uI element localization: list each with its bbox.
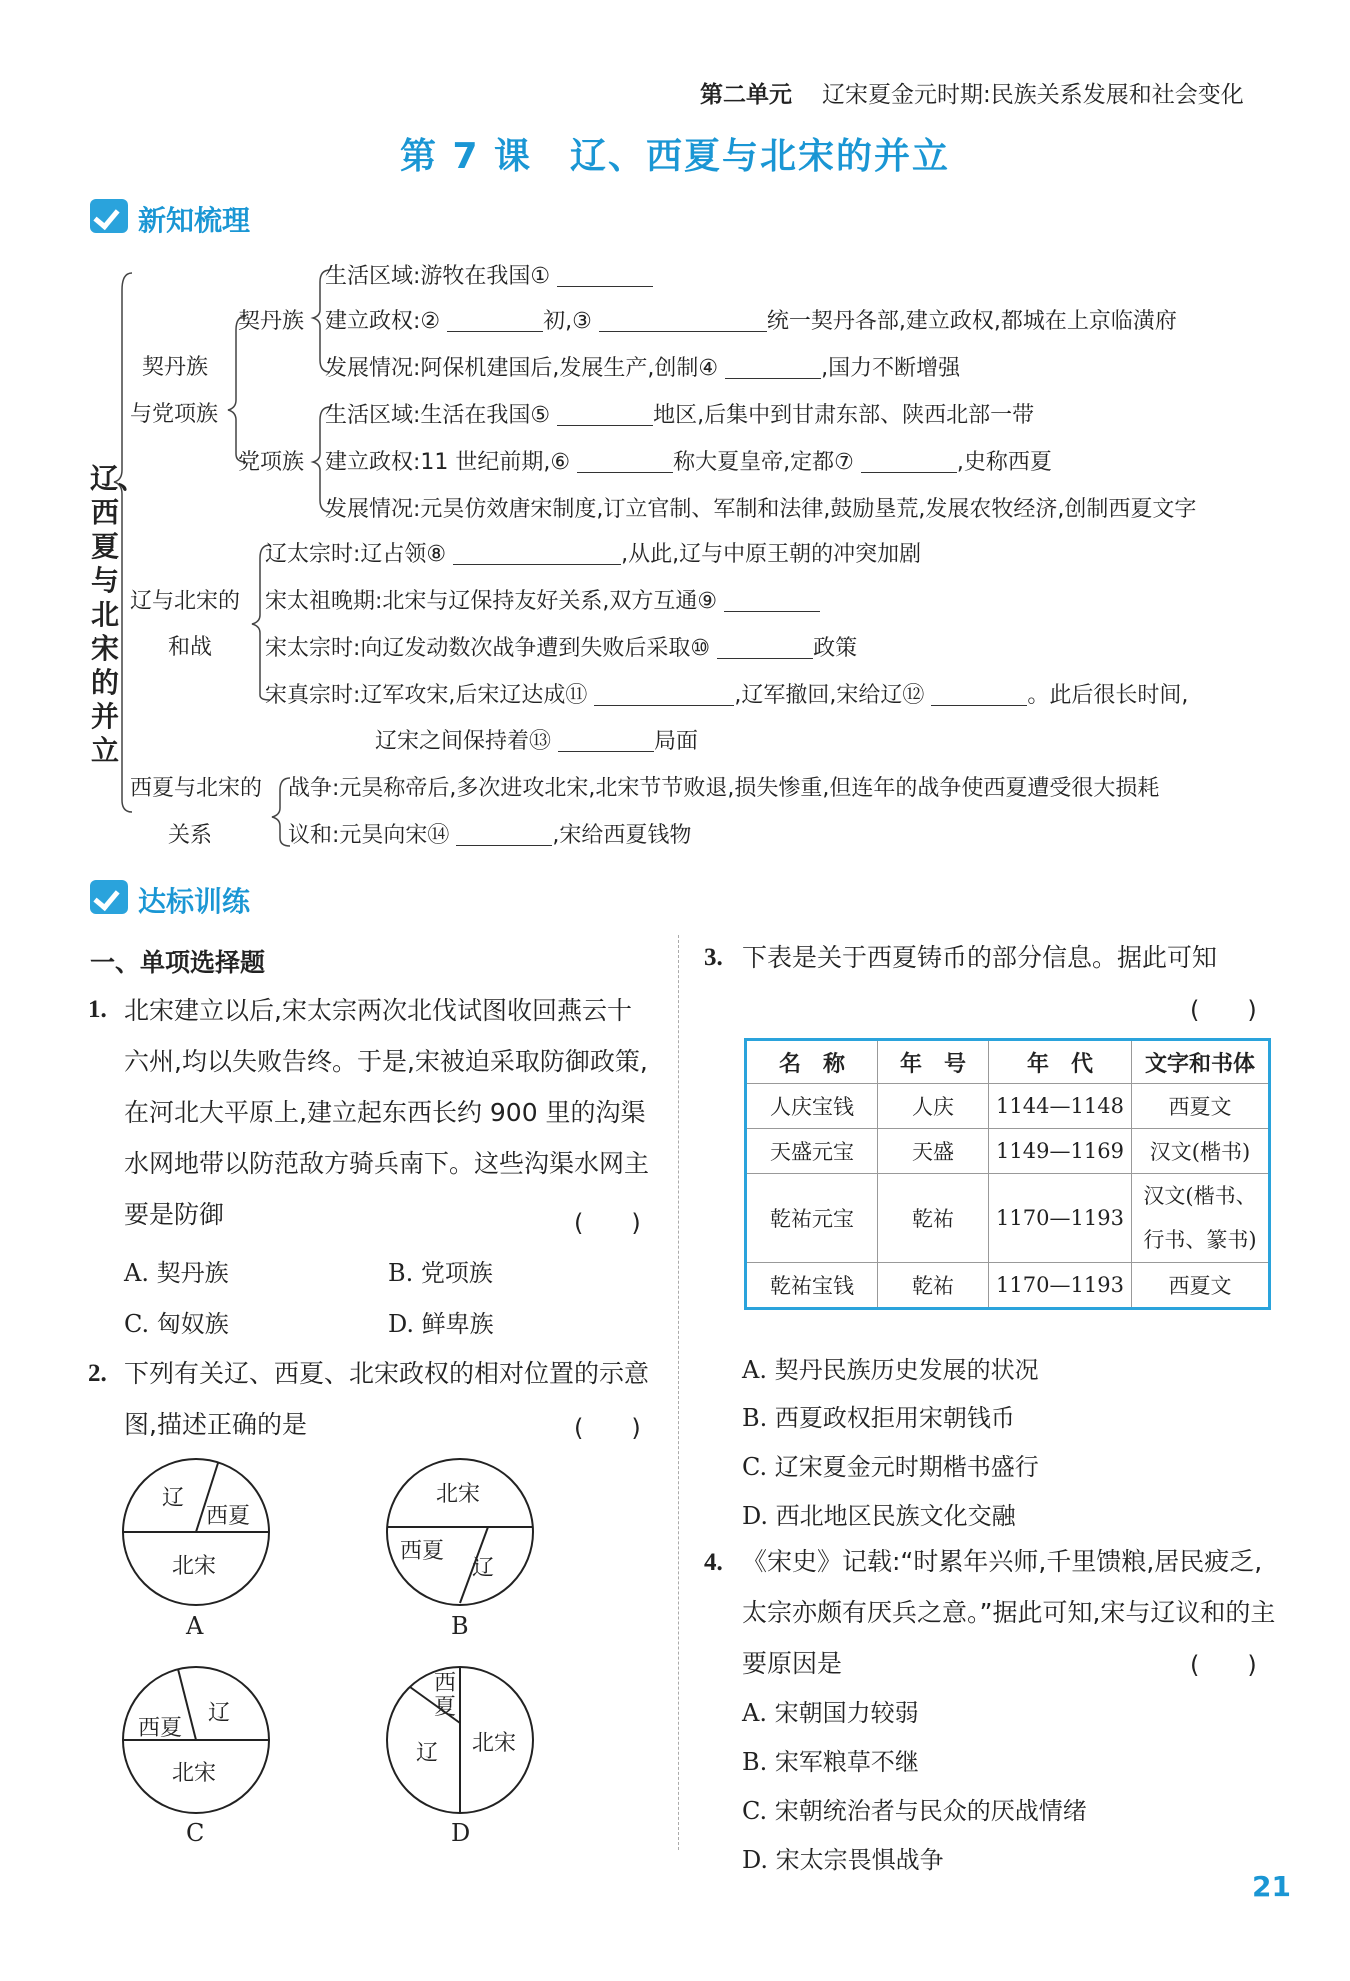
option[interactable]: A. 契丹族 (124, 1259, 229, 1287)
branch1-label-1: 契丹族 (142, 355, 209, 380)
column-header: 年 代 (989, 1040, 1132, 1084)
option[interactable]: A. 宋朝国力较弱 (742, 1699, 919, 1727)
question-number: 4. (704, 1549, 723, 1576)
option[interactable]: C. 匈奴族 (124, 1310, 229, 1338)
column-header: 文字和书体 (1132, 1040, 1270, 1084)
table-cell: 乾祐 (878, 1263, 989, 1309)
mindmap-item: 宋太宗时:向辽发动数次战争遭到失败后采取⑩ 政策 (265, 636, 858, 661)
diagram-text: 辽 (162, 1486, 185, 1511)
section-heading: 一、单项选择题 (90, 948, 266, 977)
table-cell: 汉文(楷书、 行书、篆书) (1132, 1174, 1270, 1263)
diagram-text: 北宋 (436, 1482, 481, 1507)
table-header-row (746, 1040, 1270, 1084)
mindmap-item: 宋太祖晚期:北宋与辽保持友好关系,双方互通⑨ (265, 584, 820, 615)
table-cell: 1149—1169 (989, 1129, 1132, 1174)
diagram-text: 北宋 (172, 1554, 217, 1579)
mindmap-item: 生活区域:生活在我国⑤ 地区,后集中到甘肃东部、陕西北部一带 (325, 403, 1035, 428)
table-cell: 人庆 (878, 1084, 989, 1129)
diagram-label[interactable]: A (186, 1612, 204, 1640)
table-row (746, 1129, 1270, 1174)
branch2-brace (252, 545, 270, 700)
section-title-practice: 达标训练 (138, 885, 251, 918)
question-number: 1. (88, 996, 107, 1023)
option[interactable]: B. 西夏政权拒用宋朝钱币 (742, 1404, 1015, 1432)
mindmap-item: 战争:元昊称帝后,多次进攻北宋,北宋节节败退,损失惨重,但连年的战争使西夏遭受很大损耗 (288, 776, 1160, 801)
lesson-title: 第 7 课 辽、西夏与北宋的并立 (399, 136, 951, 177)
branch2-label-1: 辽与北宋的 (130, 589, 241, 614)
mindmap-item: 辽宋之间保持着⑬ 局面 (375, 729, 699, 754)
table-row (746, 1084, 1270, 1129)
column-header: 年 号 (878, 1040, 989, 1084)
answer-paren[interactable]: ( ) (574, 1414, 641, 1442)
mindmap-item: 发展情况:阿保机建国后,发展生产,创制④ ,国力不断增强 (325, 356, 961, 381)
qidan-label: 契丹族 (238, 309, 305, 334)
diagram-label[interactable]: C (186, 1819, 205, 1847)
table-cell: 乾祐 (878, 1174, 989, 1263)
branch3-label-1: 西夏与北宋的 (130, 776, 263, 801)
option[interactable]: A. 契丹民族历史发展的状况 (742, 1356, 1039, 1384)
diagram-text: 辽 (208, 1701, 231, 1726)
diagram-label[interactable]: D (451, 1819, 471, 1847)
unit-title: 辽宋夏金元时期:民族关系发展和社会变化 (822, 82, 1244, 108)
option[interactable]: B. 党项族 (388, 1259, 493, 1287)
diagram-text: 辽 (472, 1556, 495, 1581)
table-row (746, 1263, 1270, 1309)
answer-paren[interactable]: ( ) (1190, 1651, 1257, 1679)
diagram-text: 辽 (416, 1741, 439, 1766)
question-number: 2. (88, 1360, 107, 1387)
table-cell: 1170—1193 (989, 1263, 1132, 1309)
table-cell: 1170—1193 (989, 1174, 1132, 1263)
diagram-text: 西夏 (433, 1671, 456, 1720)
diagram-text: 西夏 (400, 1539, 445, 1564)
question-number: 3. (704, 944, 723, 971)
mindmap-item: 议和:元昊向宋⑭ ,宋给西夏钱物 (288, 823, 692, 848)
diagram-text: 北宋 (472, 1731, 517, 1756)
position-diagrams (110, 1455, 550, 1855)
branch1-brace (228, 316, 246, 462)
column-header: 名 称 (746, 1040, 878, 1084)
diagram-text: 西夏 (206, 1504, 251, 1529)
branch1-label-2: 与党项族 (130, 402, 219, 427)
table-cell: 乾祐宝钱 (746, 1263, 878, 1309)
mindmap-item: 发展情况:元昊仿效唐宋制度,订立官制、军制和法律,鼓励垦荒,发展农牧经济,创制西夏文字 (325, 497, 1197, 522)
table-row (746, 1174, 1270, 1263)
option[interactable]: C. 宋朝统治者与民众的厌战情绪 (742, 1797, 1087, 1825)
question-text: 下列有关辽、西夏、北宋政权的相对位置的示意图,描述正确的是 (124, 1359, 650, 1439)
mindmap-item: 建立政权:11 世纪前期,⑥ 称大夏皇帝,定都⑦ ,史称西夏 (325, 450, 1052, 475)
table-cell: 西夏文 (1132, 1084, 1270, 1129)
page-number: 21 (1252, 1870, 1291, 1903)
option[interactable]: D. 宋太宗畏惧战争 (742, 1846, 944, 1874)
option[interactable]: B. 宋军粮草不继 (742, 1748, 919, 1776)
coin-table (744, 1038, 1271, 1310)
branch2-label-2: 和战 (168, 635, 213, 660)
answer-paren[interactable]: ( ) (1190, 996, 1257, 1024)
mindmap-item: 宋真宗时:辽军攻宋,后宋辽达成⑪ ,辽军撤回,宋给辽⑫ 。此后很长时间, (265, 683, 1189, 708)
table-cell: 天盛 (878, 1129, 989, 1174)
table-cell: 1144—1148 (989, 1084, 1132, 1129)
section-title-review: 新知梳理 (138, 204, 251, 237)
question-text: 《宋史》记载:“时累年兴师,千里馈粮,居民疲乏,太宗亦颇有厌兵之意。”据此可知,宋与辽议和的主要原因是 (742, 1547, 1276, 1678)
diagram-text: 北宋 (172, 1761, 217, 1786)
question-text: 下表是关于西夏铸币的部分信息。据此可知 (742, 943, 1218, 972)
table-cell: 汉文(楷书) (1132, 1129, 1270, 1174)
diagram-text: 西夏 (138, 1716, 183, 1741)
table-cell: 乾祐元宝 (746, 1174, 878, 1263)
diagram-label[interactable]: B (451, 1612, 469, 1640)
option[interactable]: C. 辽宋夏金元时期楷书盛行 (742, 1453, 1039, 1481)
dangxiang-label: 党项族 (238, 450, 305, 475)
mindmap-item: 辽太宗时:辽占领⑧ ,从此,辽与中原王朝的冲突加剧 (265, 542, 922, 567)
branch3-label-2: 关系 (168, 823, 213, 848)
question-text: 北宋建立以后,宋太宗两次北伐试图收回燕云十六州,均以失败告终。于是,宋被迫采取防御政策,在河北大平原上,建立起东西长约 900 里的沟渠水网地带以防范敌方骑兵南下。这些沟渠水网主要是防御 (124, 996, 650, 1229)
mindmap-item: 建立政权:② 初,③ 统一契丹各部,建立政权,都城在上京临潢府 (325, 309, 1177, 334)
answer-paren[interactable]: ( ) (574, 1209, 641, 1237)
option[interactable]: D. 西北地区民族文化交融 (742, 1502, 1016, 1530)
pencil-icon (90, 880, 128, 914)
column-divider (678, 935, 679, 1850)
table-cell: 天盛元宝 (746, 1129, 878, 1174)
table-cell: 西夏文 (1132, 1263, 1270, 1309)
unit-label: 第二单元 (700, 82, 792, 108)
mindmap-root: 辽、西夏与北宋的并立 (90, 462, 147, 767)
mindmap-item: 生活区域:游牧在我国① (325, 259, 653, 290)
table-cell: 人庆宝钱 (746, 1084, 878, 1129)
option[interactable]: D. 鲜卑族 (388, 1310, 494, 1338)
